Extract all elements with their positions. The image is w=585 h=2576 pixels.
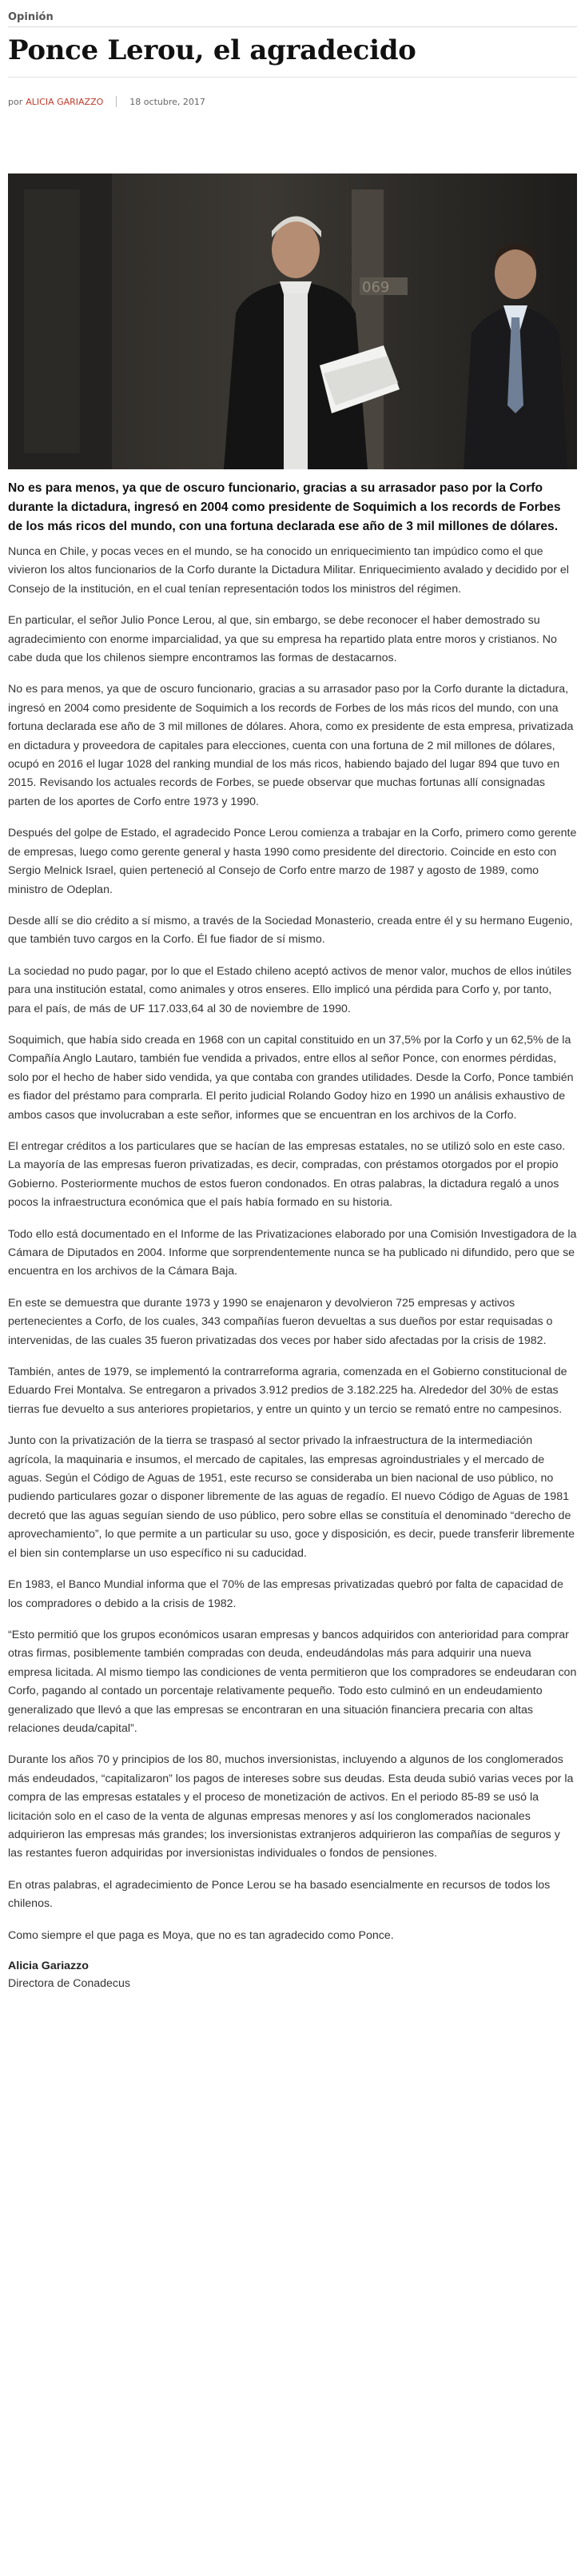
author-link[interactable]: ALICIA GARIAZZO — [26, 96, 104, 107]
paragraph: Desde allí se dio crédito a sí mismo, a través de la Sociedad Monasterio, creada entre él y su hermano Eugenio, que también tuvo cargos en la Corfo. Él fue fiador de sí mismo. — [8, 914, 573, 947]
hero-photo-illustration — [8, 173, 577, 469]
paragraph: Durante los años 70 y principios de los 80, muchos inversionistas, incluyendo a algunos de los conglomerados más endeudados, “capitalizaron” los pagos de intereses sobre sus deudas. Esta deuda subió varias veces por la compra de las empresas estatales y el proceso de monetización de activos. En el periodo 85-89 se usó la licitación solo en el caso de la venta de algunas empresas menores y así los conglomerados nacionales adquirieron las empresas más grandes; los inversionistas extranjeros adquirieron las compañías de seguros y las restantes fueron adquiridas por inversionistas individuales o fondos de pensiones. — [8, 1753, 574, 1860]
paragraph: La sociedad no pudo pagar, por lo que el Estado chileno aceptó activos de menor valor, muchos de ellos inútiles para una institución estatal, como animales y otros enseres. Ello implicó una pérdida para Corfo y, por tanto, para el país, de más de UF 117.033,64 al 30 de noviembre de 1990. — [8, 964, 572, 1015]
byline-prefix: por — [8, 96, 23, 107]
article-lead: No es para menos, ya que de oscuro funcionario, gracias a su arrasador paso por la Corfo durante la dictadura, ingresó en 2004 como presidente de Soquimich a los records de Forbes de los más ricos del mundo, con una fortuna declarada ese año de 3 mil millones de dólares. — [8, 481, 561, 533]
section-header — [8, 0, 577, 27]
svg-text:069: 069 — [362, 279, 390, 296]
article-title: Ponce Lerou, el agradecido — [8, 34, 416, 66]
paragraph: Como siempre el que paga es Moya, que no es tan agradecido como Ponce. — [8, 1928, 394, 1942]
hero-photo — [8, 173, 577, 469]
paragraph: También, antes de 1979, se implementó la contrarreforma agraria, comenzada en el Gobierno constitucional de Eduardo Frei Montalva. Se entregaron a privados 3.912 predios de 3.182.225 ha. Alrededor del 30% de estas tierras fue devuelto a sus anteriores propietarios, y entre un quinto y un tercio se remató entre no campesinos. — [8, 1366, 567, 1416]
paragraph: En 1983, el Banco Mundial informa que el 70% de las empresas privatizadas quebró por falta de capacidad de los compradores o debido a la crisis de 1982. — [8, 1578, 563, 1610]
paragraph: No es para menos, ya que de oscuro funcionario, gracias a su arrasador paso por la Corfo durante la dictadura, ingresó en 2004 como presidente de Soquimich a los records de Forbes de los más ricos del mundo, con una fortuna declarada ese año de 3 mil millones de dólares. Ahora, como ex presidente de esta empresa, privatizada en dictadura y proveedora de capitales para elecciones, cuenta con una fortuna de 2 mil millones de dólares, ocupó en 2016 el lugar 1028 del ranking mundial de los más ricos, habiendo bajado del lugar 894 que tuvo en 2015. Revisando los actuales records de Forbes, se puede observar que muchas fortunas allí consignadas parten de los aportes de Corfo entre 1973 y 1990. — [8, 683, 574, 808]
signature-name: Alicia Gariazzo — [8, 1960, 89, 1972]
article-body — [8, 543, 577, 1945]
paragraph: El entregar créditos a los particulares que se hacían de las empresas estatales, no se utilizó solo en este caso. La mayoría de las empresas fueron privatizadas, es decir, compradas, con préstamos otorgados por el propio Gobierno. Posteriormente muchos de estos fueron condonados. En otras palabras, la dictadura regaló a unos pocos la infraestructura económica que el país había formado en su historia. — [8, 1139, 566, 1210]
byline — [8, 78, 577, 126]
paragraph: Todo ello está documentado en el Informe de las Privatizaciones elaborado por una Comisión Investigadora de la Cámara de Diputados en 2004. Informe que sorprendentemente nunca se ha publicado ni difundido, pero que se encuentra en los archivos de la Cámara Baja. — [8, 1227, 577, 1278]
paragraph: Después del golpe de Estado, el agradecido Ponce Lerou comienza a trabajar en la Corfo, primero como gerente de empresas, luego como gerente general y hasta 1990 como presidente del directorio. Coincide en esto con Sergio Melnick Israel, quien perteneció al Consejo de Corfo entre marzo de 1987 y agosto de 1989, como ministro de Odeplan. — [8, 827, 577, 896]
byline-separator — [116, 96, 117, 107]
section-label[interactable]: Opinión — [8, 11, 54, 23]
paragraph: En particular, el señor Julio Ponce Lerou, al que, sin embargo, se debe reconocer el haber demostrado su agradecimiento con enorme imparcialidad, ya que su empresa ha repartido plata entre moros y cristianos. No cabe duda que los chilenos siempre encontramos las formas de destacarnos. — [8, 614, 557, 665]
paragraph: “Esto permitió que los grupos económicos usaran empresas y bancos adquiridos con anterioridad para comprar otras firmas, posiblemente también compradas con deuda, endeudándolas más para adquirir una nueva empresa licitada. Al mismo tiempo las condiciones de venta permitieron que los compradores se endeudaran con Corfo, pagando al contado un porcentaje relativamente pequeño. Todo esto culminó en un endeudamiento generalizado que llevó a que las empresas se encontraran en una situación financiera precaria con altas relaciones deuda/capital”. — [8, 1628, 577, 1735]
paragraph: Nunca en Chile, y pocas veces en el mundo, se ha conocido un enriquecimiento tan impúdico como el que vivieron los altos funcionarios de la Corfo durante la Dictadura Militar. Enriquecimiento avalado y decidido por el Consejo de la institución, en el cual tenían representación todos los ministros del régimen. — [8, 545, 569, 596]
paragraph: En otras palabras, el agradecimiento de Ponce Lerou se ha basado esencialmente en recursos de todos los chilenos. — [8, 1878, 551, 1911]
paragraph: Junto con la privatización de la tierra se traspasó al sector privado la infraestructura de la intermediación agrícola, la maquinaria e insumos, el mercado de capitales, las empresas agroindustriales y el mercado de aguas. Según el Código de Aguas de 1951, este recurso se consideraba un bien nacional de uso público, no pudiendo particulares gozar o disponer libremente de las aguas de regadío. El nuevo Código de Aguas de 1981 decretó que las aguas seguían siendo de uso público, pero sobre ellas se constituía el denominado “derecho de aprovechamiento”, lo que permite a un particular su uso, goce y disposición, es decir, puede transferir libremente el bien sin contemplarse un uso específico ni su caducidad. — [8, 1434, 575, 1560]
paragraph: En este se demuestra que durante 1973 y 1990 se enajenaron y devolvieron 725 empresas y activos pertenecientes a Corfo, de los cuales, 343 compañías fueron devueltas a sus dueños por estar requisadas o intervenidas, de las cuales 35 fueron privatizadas dos veces por haber sido afectadas por la crisis de 1982. — [8, 1296, 553, 1347]
paragraph: Soquimich, que había sido creada en 1968 con un capital constituido en un 37,5% por la Corfo y un 62,5% de la Compañía Anglo Lautaro, también fue vendida a privados, entre ellos al señor Ponce, con enormes pérdidas, solo por el hecho de haber sido vendida, ya que contaba con grandes utilidades. Desde la Corfo, Ponce también es fiador del préstamo para comprarla. El perito judicial Rolando Godoy hizo en 1990 un análisis exhaustivo de ambos casos que involucraban a este señor, informes que se encuentran en los archivos de la Corfo. — [8, 1033, 574, 1122]
signature-role: Directora de Conadecus — [8, 1977, 130, 1990]
publish-date: 18 octubre, 2017 — [129, 96, 205, 107]
